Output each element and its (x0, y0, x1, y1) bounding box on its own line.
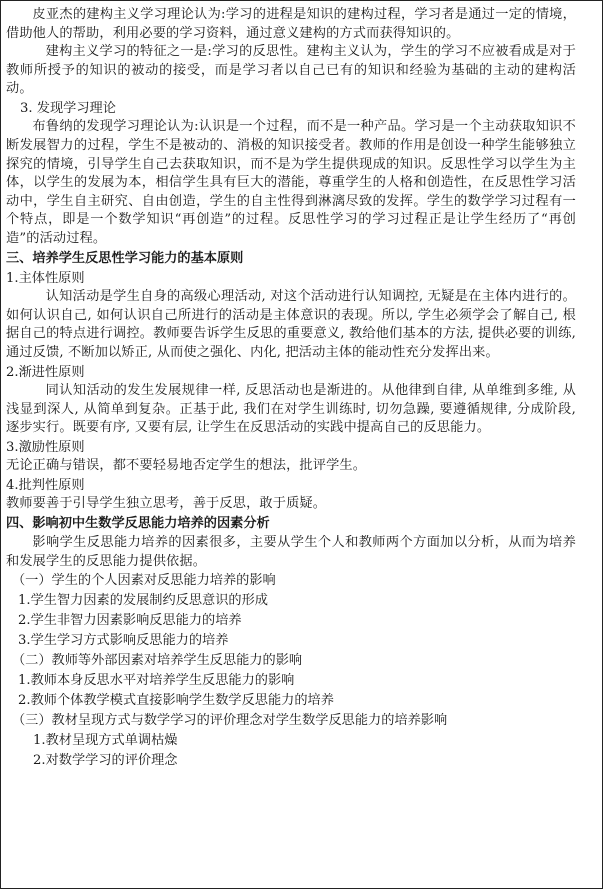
group-3-item-1: 1.教材呈现方式单调枯燥 (33, 733, 178, 749)
group-2-item-1: 1.教师本身反思水平对培养学生反思能力的影响 (18, 673, 295, 689)
principle-1-text: 认知活动是学生自身的高级心理活动, 对这个活动进行认知调控, 无疑是在主体内进行的。如何认识自己, 如何认识自己所进行的活动是主体意识的表现。所以, 学生必须学会了解自己, 根据自己的特点进行调控。教师要告诉学生反思的重要意义, 教给他们基本的方法, 提供必要的训练, 通过反馈, 不断加以矫正, 从而使之强化、内化, 把活动主体的能动性充分发挥出来。 (6, 289, 581, 360)
paragraph-piaget: 皮亚杰的建构主义学习理论认为:学习的进程是知识的建构过程，学习者是通过一定的情境，借助他人的帮助，利用必要的学习资料，通过意义建构的方式而获得知识的。 (6, 7, 576, 41)
group-2-item-2: 2.教师个体教学模式直接影响学生数学反思能力的培养 (18, 693, 334, 709)
principle-2-title: 2.渐进性原则 (6, 364, 85, 380)
principle-2-text: 同认知活动的发生发展规律一样, 反思活动也是渐进的。从他律到自律, 从单维到多维, 从浅显到深人, 从简单到复杂。正基于此, 我们在对学生训练时, 切勿急躁, 要遵循规律, 分成阶段, 逐步实行。既要有序, 又要有层, 让学生在反思活动的实践中提高自己的反思能力。 (6, 383, 581, 436)
group-3-item-2: 2.对数学学习的评价理念 (33, 753, 178, 769)
paragraph-factors: 影响学生反思能力培养的因素很多，主要从学生个人和教师两个方面加以分析，从而为培养和发展学生的反思能力提供依据。 (6, 534, 576, 569)
group-1-item-2: 2.学生非智力因素影响反思能力的培养 (18, 613, 242, 629)
section-heading-4: 四、影响初中生数学反思能力培养的因素分析 (6, 515, 270, 531)
group-2-title: （二）教师等外部因素对培养学生反思能力的影响 (12, 653, 303, 669)
group-1-item-1: 1.学生智力因素的发展制约反思意识的形成 (18, 593, 268, 609)
principle-4-text: 教师要善于引导学生独立思考，善于反思，敢于质疑。 (6, 496, 327, 512)
group-1-item-3: 3.学生学习方式影响反思能力的培养 (18, 633, 229, 649)
principle-3-title: 3.激励性原则 (6, 439, 85, 455)
group-1-title: （一）学生的个人因素对反思能力培养的影响 (12, 573, 276, 589)
principle-4-title: 4.批判性原则 (6, 477, 85, 493)
group-3-title: （三）教材呈现方式与数学学习的评价理念对学生数学反思能力的培养影响 (12, 713, 448, 729)
heading-discovery-learning: 3. 发现学习理论 (20, 100, 116, 116)
principle-3-text: 无论正确与错误，都不要轻易地否定学生的想法，批评学生。 (6, 458, 367, 474)
paragraph-bruner: 布鲁纳的发现学习理论认为:认识是一个过程，而不是一种产品。学习是一个主动获取知识不断发展智力的过程，学生不是被动的、消极的知识接受者。教师的作用是创设一种学生能够独立探究的情境，引导学生自己去获取知识，而不是为学生提供现成的知识。反思性学习以学生为主体，以学生的发展为本，相信学生具有巨大的潜能，尊重学生的人格和创造性，在反思性学习活动中，学生自主研究、自由创造，学生的自主性得到淋漓尽致的发挥。学生的数学学习过程有一个特点，即是一个数学知识“再创造”的过程。反思性学习的学习过程正是让学生经历了“再创造”的活动过程。 (6, 119, 576, 247)
principle-1-title: 1.主体性原则 (6, 270, 85, 286)
paragraph-constructivism-feature: 建构主义学习的特征之一是:学习的反思性。建构主义认为，学生的学习不应被看成是对于教师所授予的知识的被动的接受，而是学习者以自己已有的知识和经验为基础的主动的建构活动。 (6, 44, 576, 97)
section-heading-3: 三、培养学生反思性学习能力的基本原则 (6, 250, 244, 266)
